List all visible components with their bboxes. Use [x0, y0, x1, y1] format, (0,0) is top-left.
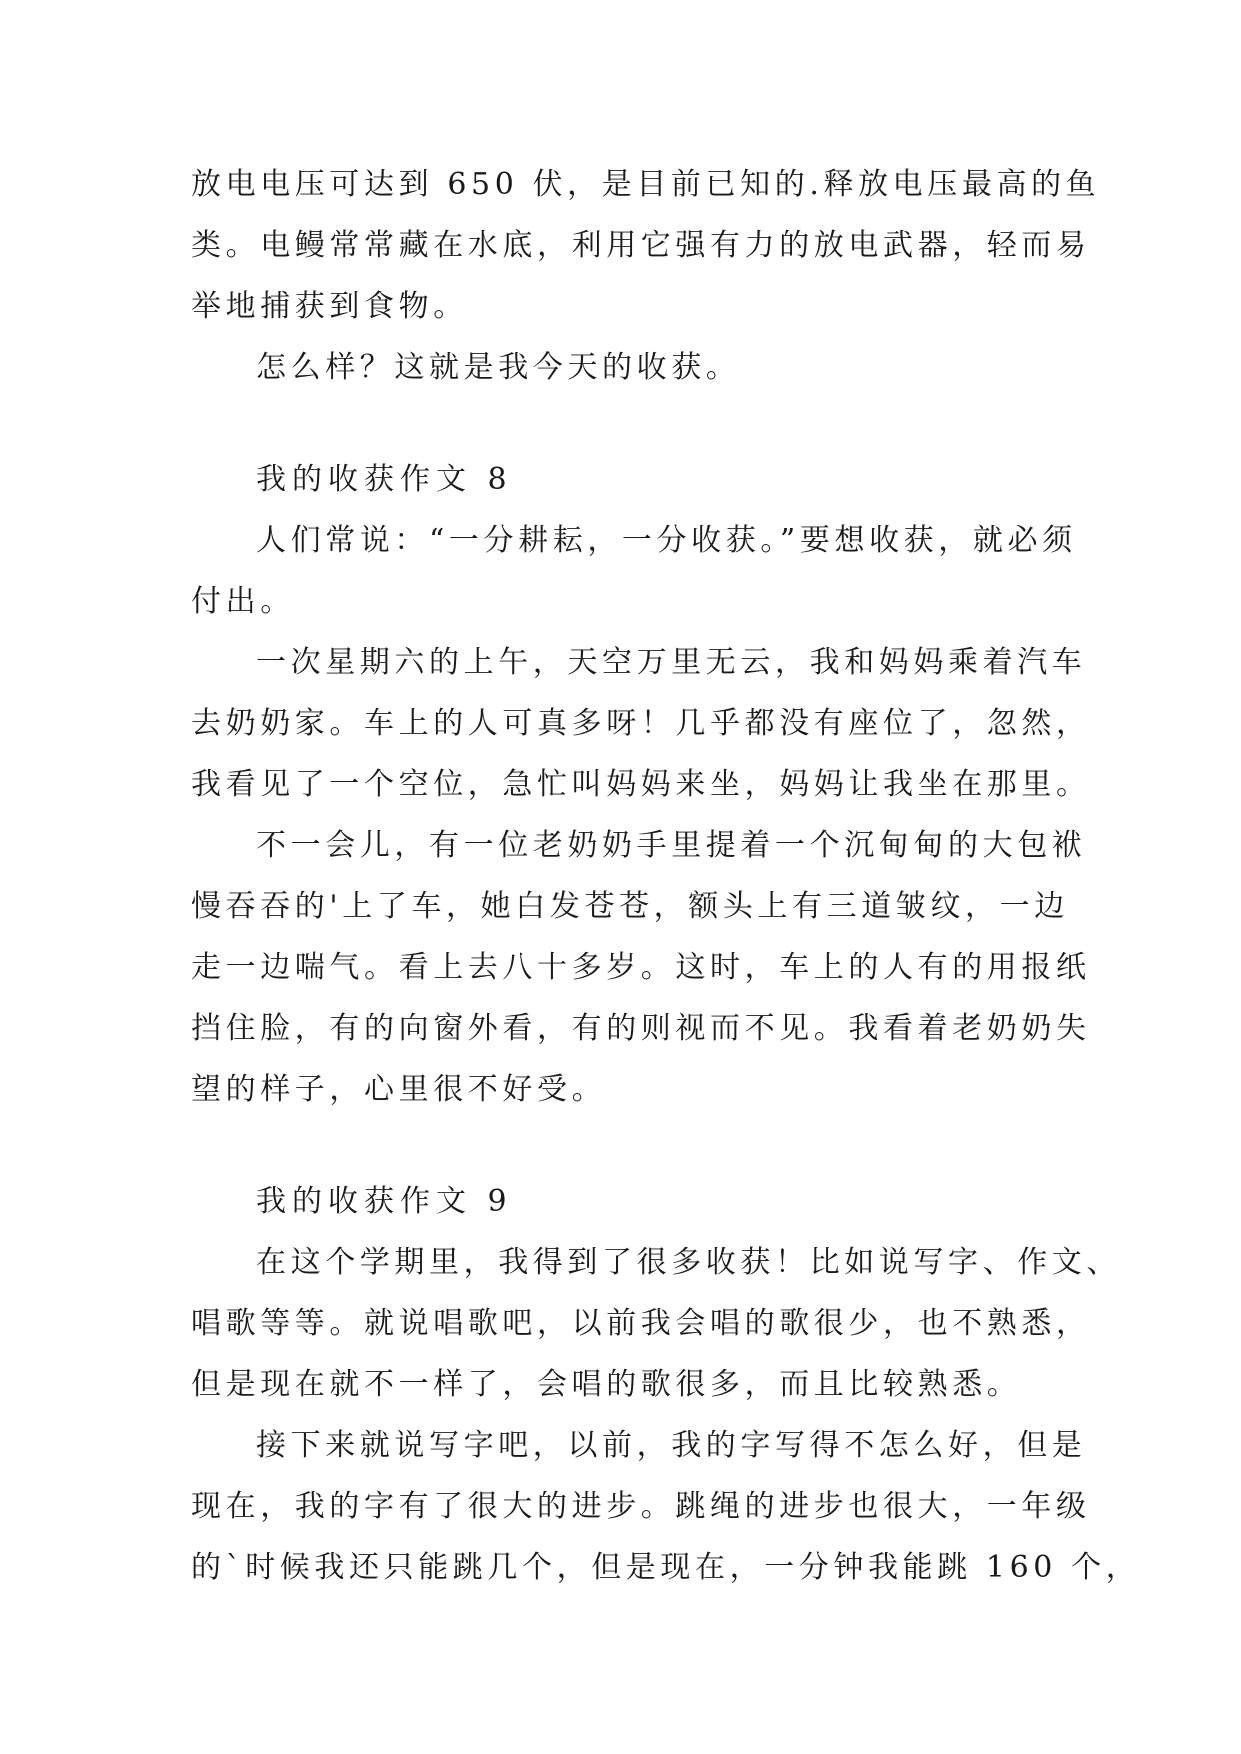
paragraph-line: 人们常说：“一分耕耘，一分收获。”要想收获，就必须: [256, 523, 1077, 558]
paragraph-line: 去奶奶家。车上的人可真多呀！几乎都没有座位了，忽然，: [191, 706, 1091, 741]
paragraph-line: 望的样子，心里很不好受。: [191, 1072, 607, 1107]
section-heading: 我的收获作文 9: [256, 1184, 513, 1219]
paragraph-line: 举地捕获到食物。: [191, 289, 468, 324]
paragraph-line: 现在，我的字有了很大的进步。跳绳的进步也很大，一年级: [191, 1489, 1091, 1524]
paragraph-line: 的`时候我还只能跳几个，但是现在，一分钟我能跳 160 个，: [191, 1550, 1141, 1585]
section-heading: 我的收获作文 8: [256, 462, 513, 497]
paragraph-line: 一次星期六的上午，天空万里无云，我和妈妈乘着汽车: [256, 645, 1087, 680]
paragraph-line: 我看见了一个空位，急忙叫妈妈来坐，妈妈让我坐在那里。: [191, 767, 1091, 802]
paragraph-line: 不一会儿，有一位老奶奶手里提着一个沉甸甸的大包袱: [256, 828, 1087, 863]
paragraph-line: 走一边喘气。看上去八十多岁。这时，车上的人有的用报纸: [191, 950, 1091, 985]
paragraph-line: 挡住脸，有的向窗外看，有的则视而不见。我看着老奶奶失: [191, 1011, 1091, 1046]
paragraph-line: 但是现在就不一样了，会唱的歌很多，而且比较熟悉。: [191, 1367, 1022, 1402]
paragraph-line: 放电电压可达到 650 伏，是目前已知的.释放电压最高的鱼: [191, 167, 1101, 202]
paragraph-line: 在这个学期里，我得到了很多收获！比如说写字、作文、: [256, 1245, 1121, 1280]
paragraph-line: 接下来就说写字吧，以前，我的字写得不怎么好，但是: [256, 1428, 1087, 1463]
paragraph-line: 慢吞吞的'上了车，她白发苍苍，额头上有三道皱纹，一边: [191, 889, 1069, 924]
paragraph-line: 付出。: [191, 584, 295, 619]
paragraph-line: 类。电鳗常常藏在水底，利用它强有力的放电武器，轻而易: [191, 228, 1091, 263]
paragraph-line: 唱歌等等。就说唱歌吧，以前我会唱的歌很少，也不熟悉，: [191, 1306, 1091, 1341]
paragraph-line: 怎么样？这就是我今天的收获。: [256, 350, 741, 385]
